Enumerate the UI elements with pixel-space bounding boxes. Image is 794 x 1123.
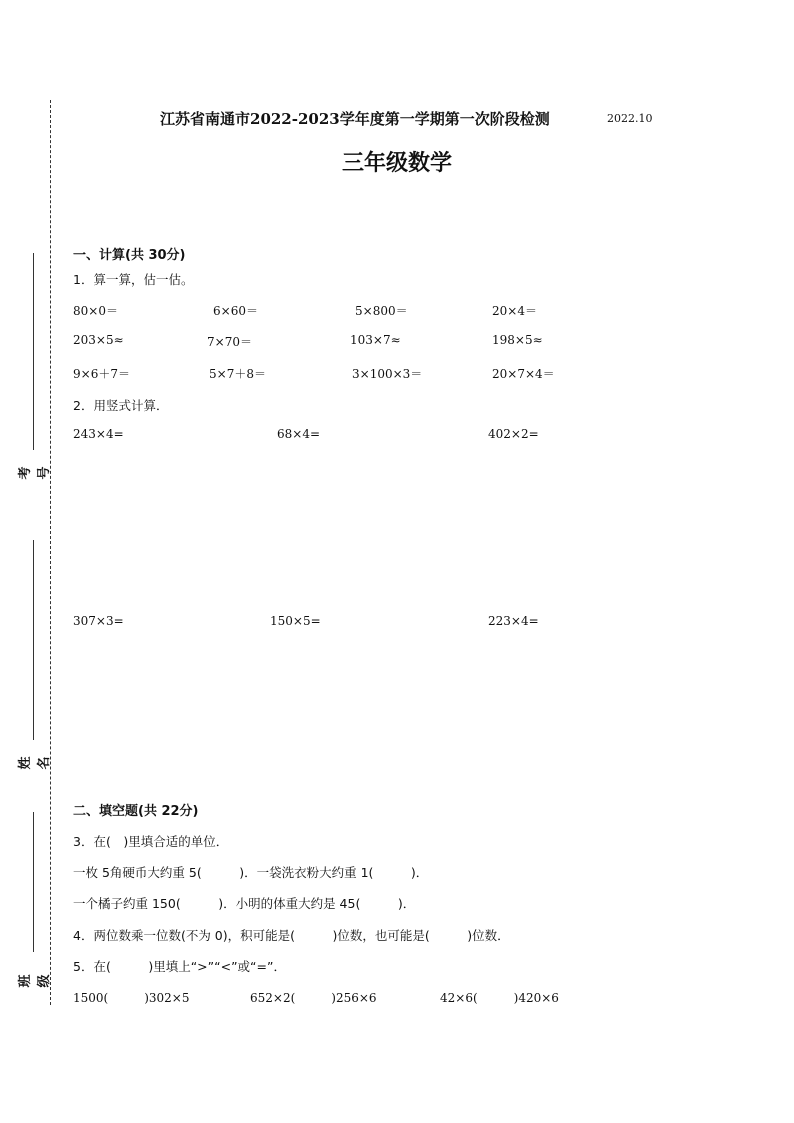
question-1-label: 1．算一算，估一估。 — [73, 272, 194, 287]
vertical-calc-item: 243×4= — [73, 427, 124, 441]
question-3-line-1: 一枚 5角硬币大约重 5( )．一袋洗衣粉大约重 1( )． — [73, 865, 429, 880]
calc-item: 3×100×3＝ — [352, 367, 423, 381]
cut-line — [50, 100, 51, 1005]
question-4-label: 4．两位数乘一位数(不为 0)，积可能是( )位数，也可能是( )位数． — [73, 928, 510, 943]
compare-item: 42×6( )420×6 — [440, 991, 559, 1005]
calc-item: 20×4＝ — [492, 304, 537, 318]
exam-title: 江苏省南通市2022-2023学年度第一学期第一次阶段检测 — [160, 110, 550, 128]
class-line — [33, 812, 34, 952]
vertical-calc-item: 223×4= — [488, 614, 539, 628]
question-2-label: 2．用竖式计算． — [73, 398, 169, 413]
name-label: 姓名 — [18, 756, 52, 770]
calc-item: 203×5≈ — [73, 333, 124, 347]
question-3-label: 3．在( )里填合适的单位． — [73, 834, 229, 849]
vertical-calc-item: 68×4= — [277, 427, 321, 441]
exam-no-label: 考号 — [18, 466, 52, 480]
section-2-heading: 二、填空题(共 22分) — [73, 804, 199, 819]
calc-item: 80×0＝ — [73, 304, 118, 318]
question-5-label: 5．在( )里填上“>”“<”或“=”． — [73, 959, 286, 974]
vertical-calc-item: 307×3= — [73, 614, 124, 628]
vertical-calc-item: 150×5= — [270, 614, 321, 628]
question-3-line-2: 一个橘子约重 150( )．小明的体重大约是 45( )． — [73, 896, 416, 911]
calc-item: 20×7×4＝ — [492, 367, 555, 381]
subject-title: 三年级数学 — [341, 150, 452, 176]
compare-item: 652×2( )256×6 — [250, 991, 377, 1005]
compare-item: 1500( )302×5 — [73, 991, 190, 1005]
calc-item: 5×800＝ — [355, 304, 408, 318]
exam-no-line — [33, 253, 34, 450]
class-label: 班级 — [18, 974, 52, 988]
name-line — [33, 540, 34, 740]
vertical-calc-item: 402×2= — [488, 427, 539, 441]
calc-item: 9×6＋7＝ — [73, 367, 130, 381]
calc-item: 103×7≈ — [350, 333, 401, 347]
calc-item: 198×5≈ — [492, 333, 543, 347]
calc-item: 7×70＝ — [207, 335, 252, 349]
exam-date: 2022.10 — [607, 112, 653, 125]
calc-item: 6×60＝ — [213, 304, 258, 318]
calc-item: 5×7＋8＝ — [209, 367, 266, 381]
section-1-heading: 一、计算(共 30分) — [73, 248, 186, 263]
